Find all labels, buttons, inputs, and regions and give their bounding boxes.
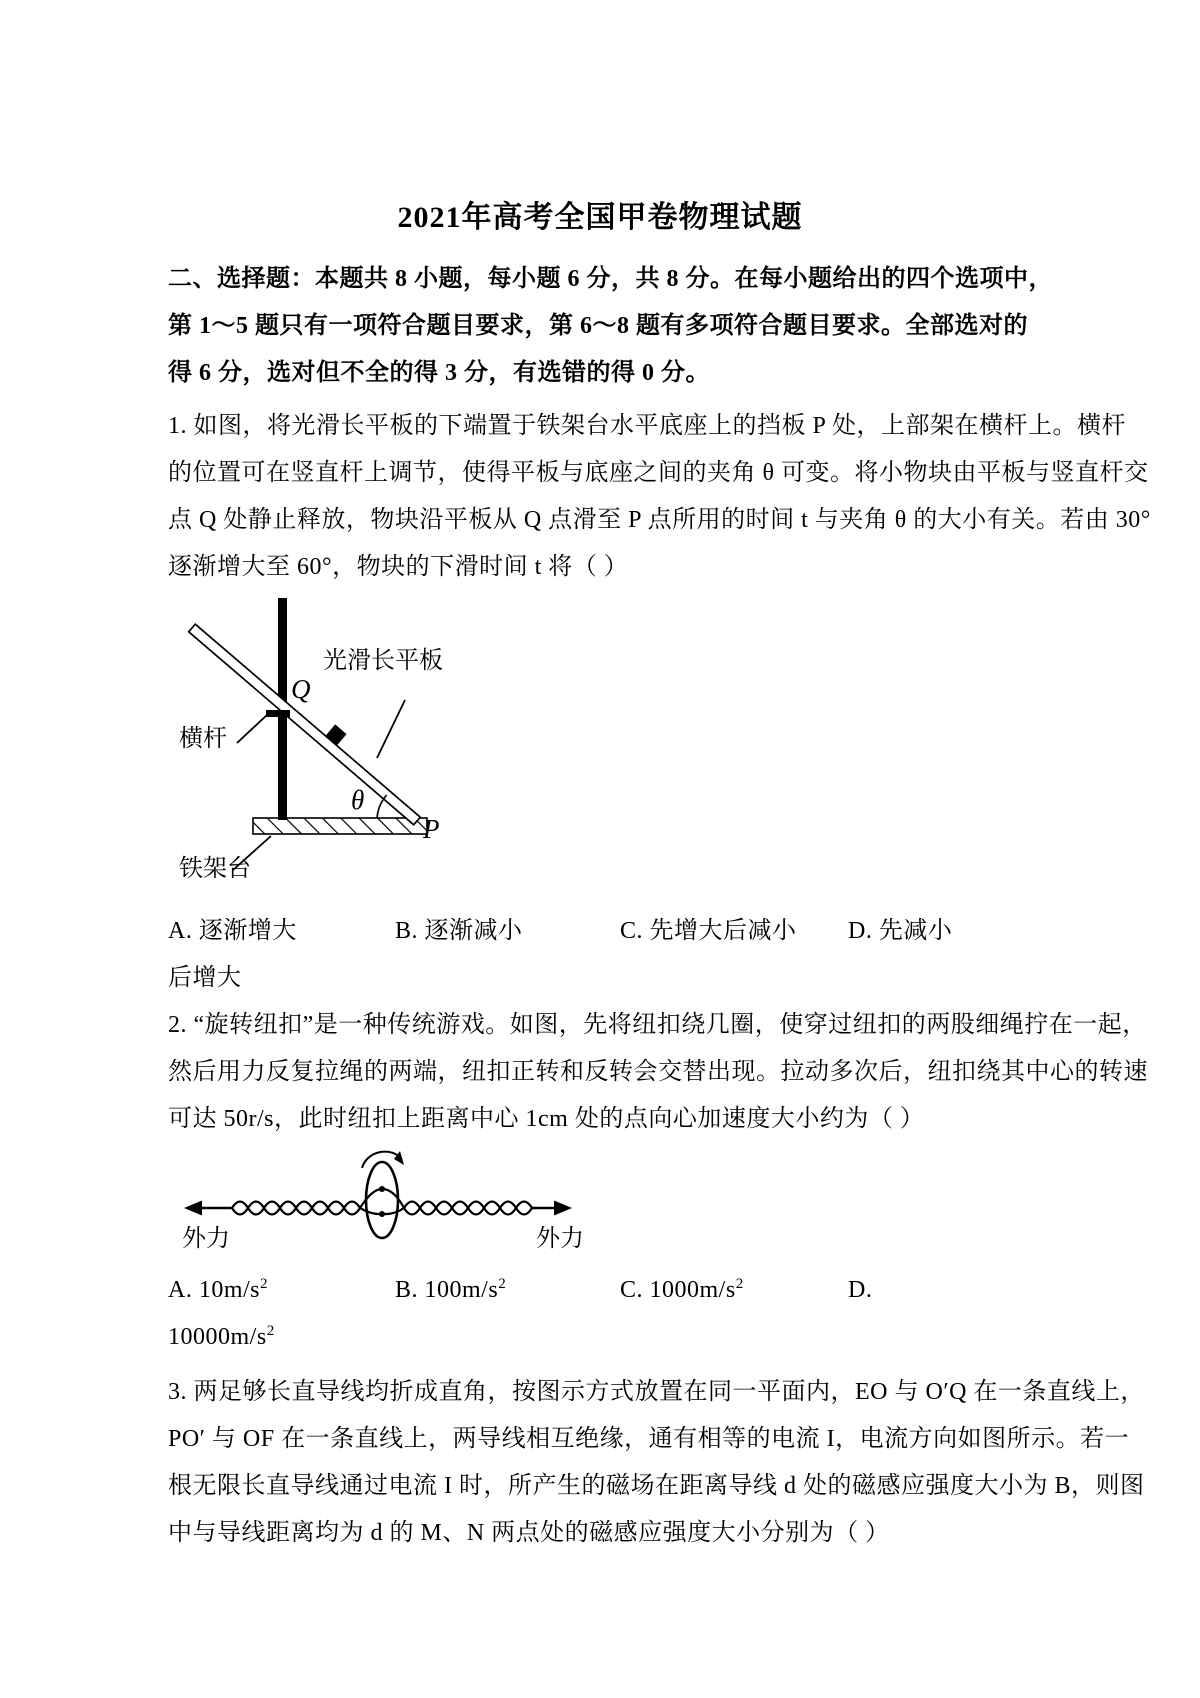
q2-text-line-1: 2. “旋转纽扣”是一种传统游戏。如图，先将纽扣绕几圈，使穿过纽扣的两股细绳拧在一起， bbox=[168, 1012, 1147, 1038]
q1-text-line-2: 的位置可在竖直杆上调节，使得平板与底座之间的夹角 θ 可变。将小物块由平板与竖直杆交 bbox=[168, 460, 1149, 486]
q1-diagram bbox=[165, 588, 510, 893]
section-intro-line-1: 二、选择题：本题共 8 小题，每小题 6 分，共 8 分。在每小题给出的四个选项中， bbox=[168, 266, 1053, 292]
left-arrowhead bbox=[184, 1201, 202, 1216]
force-right-label: 外力 bbox=[536, 1226, 584, 1252]
point-q-label: Q bbox=[291, 674, 311, 704]
q1-option-d-overflow: 后增大 bbox=[168, 965, 242, 991]
q1-option-a: A. 逐渐增大 bbox=[168, 918, 297, 944]
plate-pointer-line bbox=[377, 700, 405, 758]
q2-option-a-sup: 2 bbox=[260, 1276, 269, 1292]
right-arrowhead bbox=[554, 1201, 572, 1216]
q2-option-b bbox=[395, 1277, 506, 1304]
section-intro-line-2: 第 1～5 题只有一项符合题目要求，第 6～8 题有多项符合题目要求。全部选对的 bbox=[168, 313, 1028, 339]
q3-text-line-2: PO′ 与 OF 在一条直线上，两导线相互绝缘，通有相等的电流 I，电流方向如图所示。若一 bbox=[168, 1426, 1130, 1452]
q3-text-line-3: 根无限长直导线通过电流 I 时，所产生的磁场在距离导线 d 处的磁感应强度大小为 B，则图 bbox=[168, 1473, 1145, 1499]
q2-option-c-text: C. 1000m/s bbox=[620, 1277, 736, 1303]
stand-label: 铁架台 bbox=[179, 856, 251, 882]
q2-option-d-overflow-text: 10000m/s bbox=[168, 1324, 267, 1350]
q2-option-d-overflow-sup: 2 bbox=[266, 1323, 275, 1339]
page-title: 2021年高考全国甲卷物理试题 bbox=[397, 201, 803, 234]
q1-option-c: C. 先增大后减小 bbox=[620, 918, 797, 944]
q3-text-line-1: 3. 两足够长直导线均折成直角，按图示方式放置在同一平面内，EO 与 O′Q 在一条直线上， bbox=[168, 1379, 1145, 1405]
crossbar-pointer-line bbox=[237, 714, 268, 743]
q2-option-b-text: B. 100m/s bbox=[395, 1277, 499, 1303]
q2-option-d-overflow bbox=[168, 1324, 275, 1351]
q1-option-d: D. 先减小 bbox=[848, 918, 953, 944]
stand-base bbox=[253, 818, 427, 834]
section-intro-line-3: 得 6 分，选对但不全的得 3 分，有选错的得 0 分。 bbox=[168, 360, 710, 386]
q2-option-b-sup: 2 bbox=[498, 1276, 507, 1292]
q2-option-a bbox=[168, 1277, 268, 1304]
q2-text-line-3: 可达 50r/s，此时纽扣上距离中心 1cm 处的点向心加速度大小约为（ ） bbox=[168, 1106, 925, 1132]
buttonhole-bottom bbox=[379, 1211, 385, 1217]
angle-theta-label: θ bbox=[351, 785, 365, 815]
button bbox=[366, 1162, 398, 1238]
q1-text-line-3: 点 Q 处静止释放，物块沿平板从 Q 点滑至 P 点所用的时间 t 与夹角 θ 的大小有关。若由 30° bbox=[168, 507, 1151, 533]
q3-text-line-4: 中与导线距离均为 d 的 M、N 两点处的磁感应强度大小分别为（ ） bbox=[168, 1520, 890, 1546]
point-p-label: P bbox=[423, 814, 440, 844]
crossbar bbox=[266, 710, 290, 717]
crossbar-label: 横杆 bbox=[179, 726, 227, 752]
q2-option-c-sup: 2 bbox=[735, 1276, 744, 1292]
buttonhole-top bbox=[379, 1186, 385, 1192]
q2-option-d-text: D. bbox=[848, 1277, 873, 1303]
q2-option-d bbox=[848, 1277, 872, 1304]
q1-text-line-1: 1. 如图，将光滑长平板的下端置于铁架台水平底座上的挡板 P 处，上部架在横杆上。横杆 bbox=[168, 413, 1126, 439]
q2-diagram bbox=[170, 1145, 610, 1257]
q2-option-a-text: A. 10m/s bbox=[168, 1277, 261, 1303]
q1-text-line-4: 逐渐增大至 60°，物块的下滑时间 t 将（ ） bbox=[168, 554, 629, 580]
plate-label: 光滑长平板 bbox=[323, 648, 443, 674]
q2-text-line-2: 然后用力反复拉绳的两端，纽扣正转和反转会交替出现。拉动多次后，纽扣绕其中心的转速 bbox=[168, 1059, 1148, 1085]
q2-option-c bbox=[620, 1277, 744, 1304]
force-left-label: 外力 bbox=[182, 1226, 230, 1252]
q1-option-b: B. 逐渐减小 bbox=[395, 918, 523, 944]
